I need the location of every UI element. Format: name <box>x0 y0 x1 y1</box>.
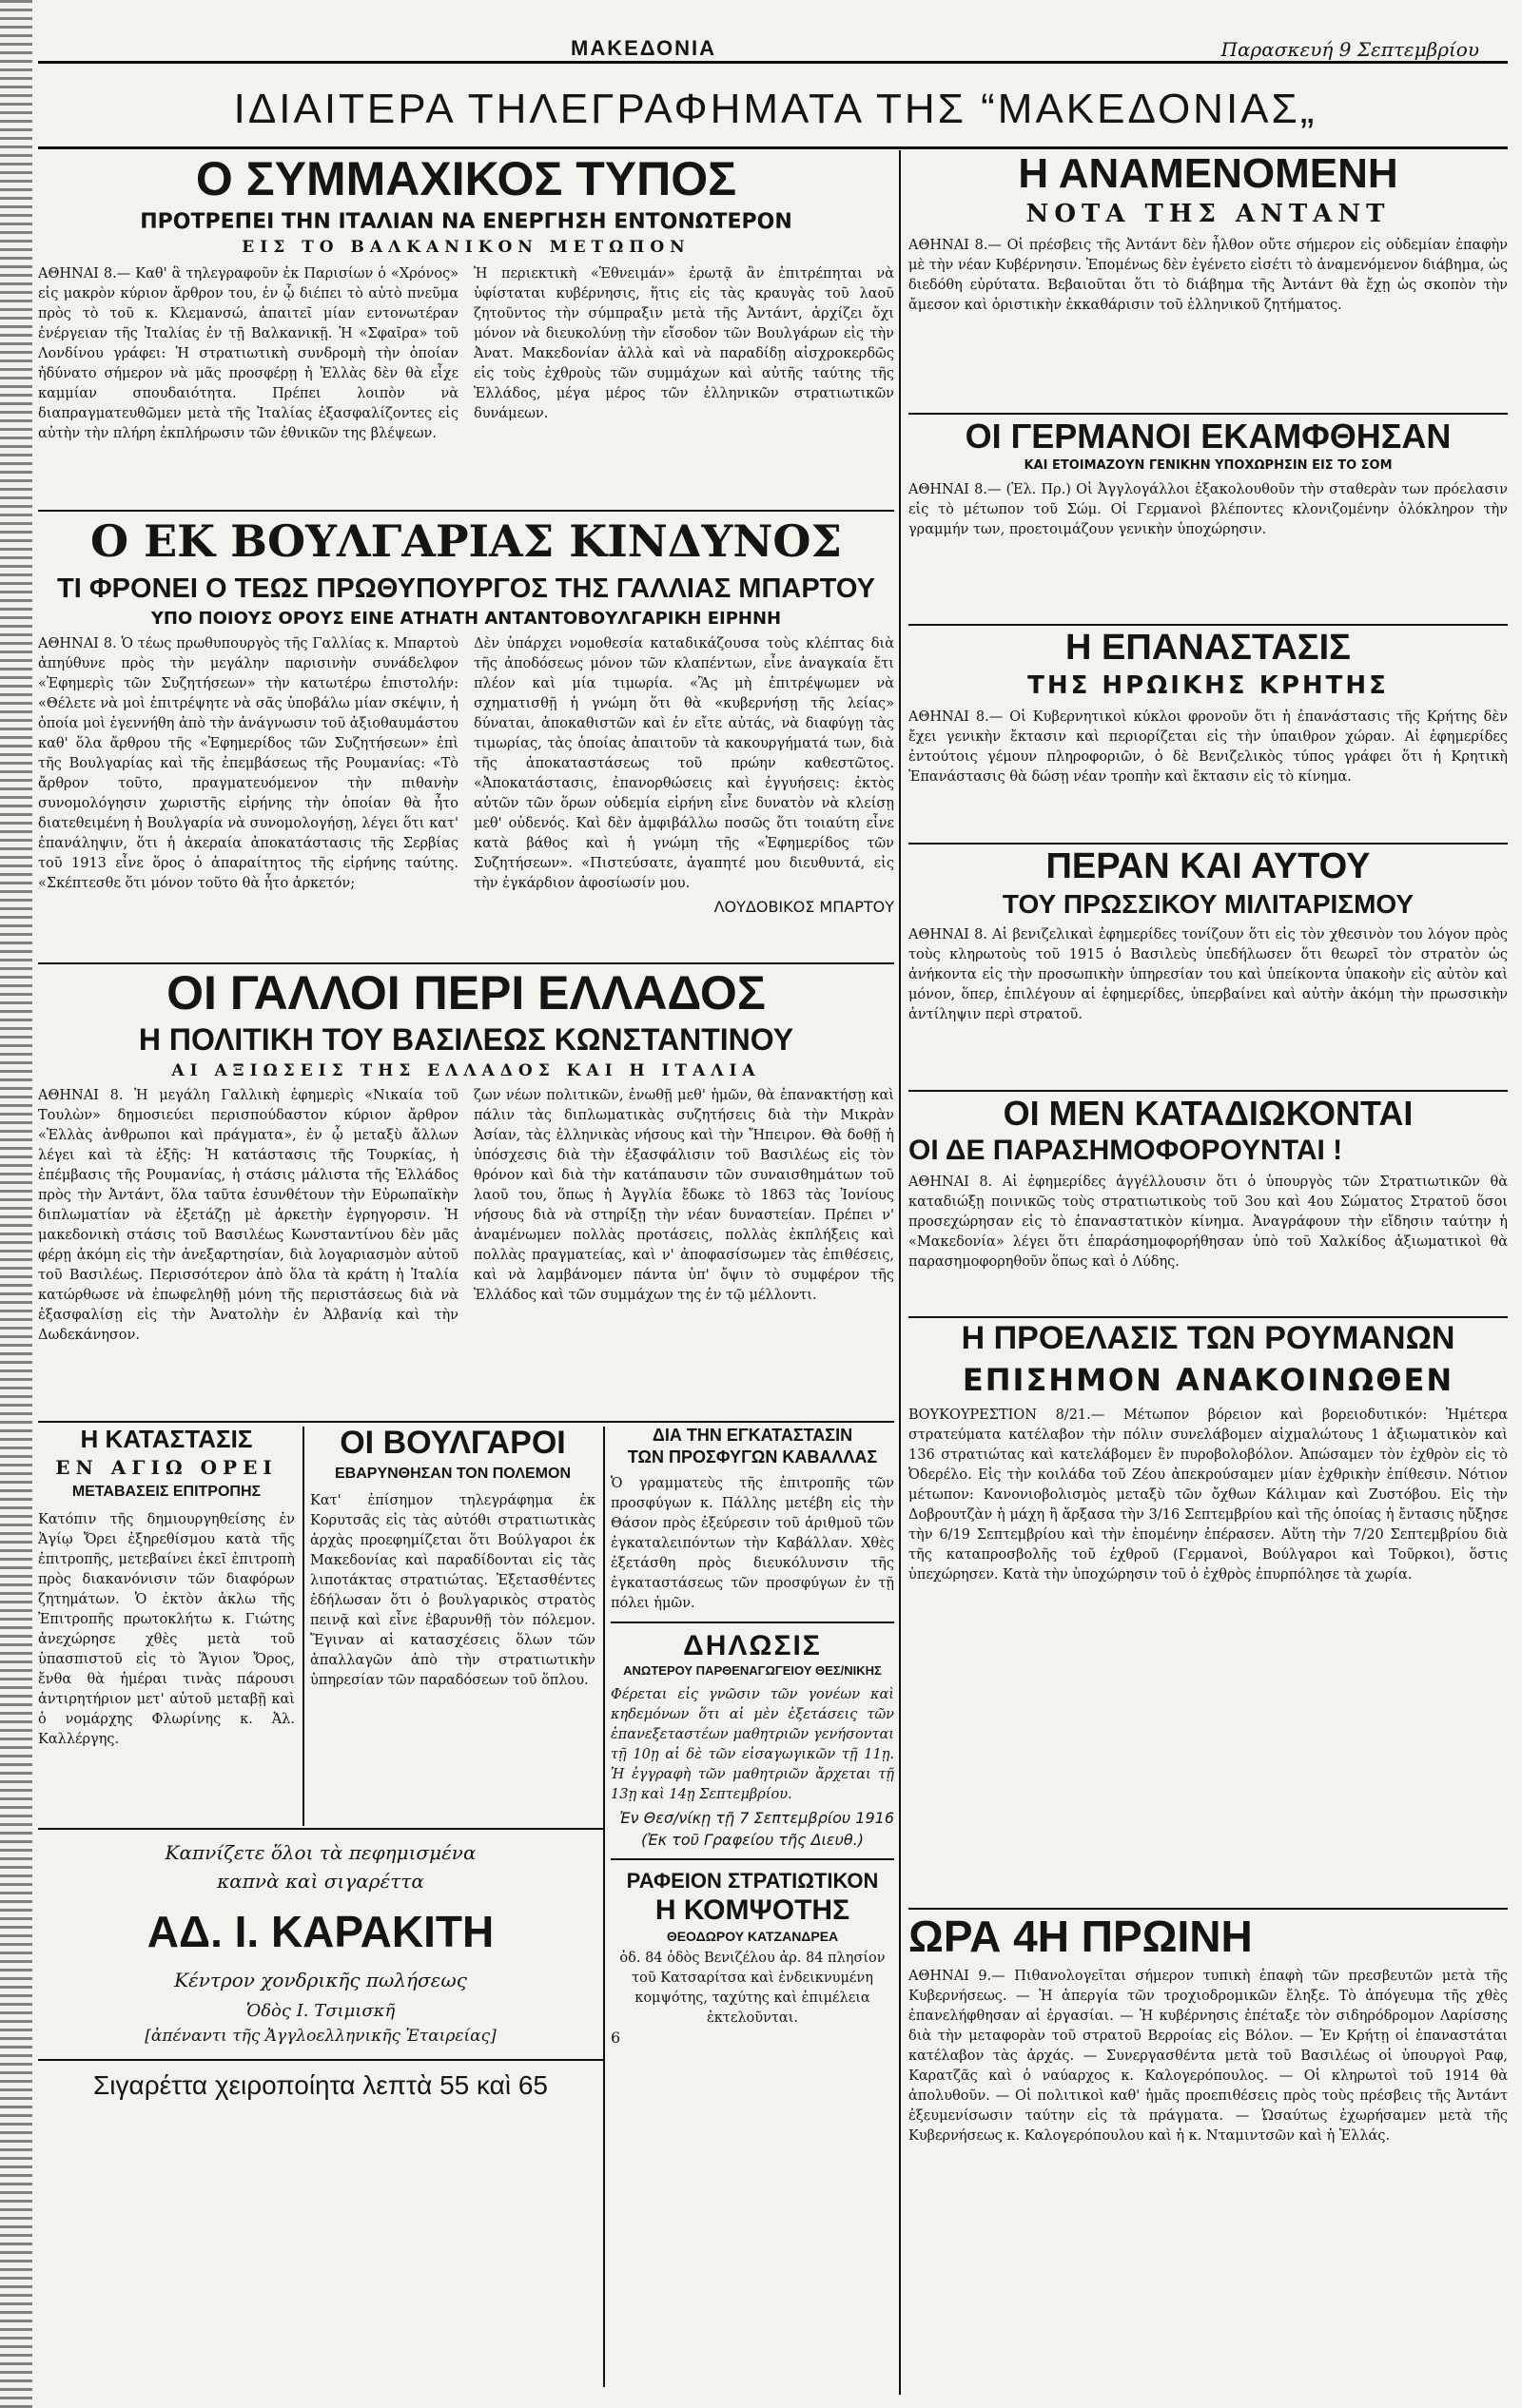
article-title: Ο ΕΚ ΒΟΥΛΓΑΡΙΑΣ ΚΙΝΔΥΝΟΣ <box>89 515 843 567</box>
article-allied-press <box>38 154 894 506</box>
article-title: Η ΑΝΑΜΕΝΟΜΕΝΗ <box>1018 152 1398 197</box>
advertisement-karakitis <box>38 1835 603 2149</box>
torn-left-edge <box>0 0 32 2408</box>
ad-line: [ἀπέναντι τῆς Ἀγγλοελληνικῆς Ἑταιρείας] <box>145 2027 497 2046</box>
notice-subtitle: ΑΝΩΤΕΡΟΥ ΠΑΡΘΕΝΑΓΩΓΕΙΟΥ ΘΕΣ/ΝΙΚΗΣ <box>623 1663 882 1679</box>
divider <box>38 1828 603 1830</box>
article-subtitle: Η ΠΟΛΙΤΙΚΗ ΤΟΥ ΒΑΣΙΛΕΩΣ ΚΩΝΣΤΑΝΤΙΝΟΥ <box>138 1021 794 1057</box>
ad-owner: ΘΕΟΔΩΡΟΥ ΚΑΤΖΑΝΔΡΕΑ <box>666 1928 839 1944</box>
article-title: ΩΡΑ 4Η ΠΡΩΙΝΗ <box>908 1913 1253 1961</box>
article-body: ΑΘΗΝΑΙ 8. Αἱ βενιζελικαὶ ἐφημερίδες τονίζουν ὅτι εἰς τὸν χθεσινὸν του λόγον πρὸς τοὺς κληρωτοὺς τοῦ 1915 ὁ Βασιλεὺς ὑπεδήλωσεν ὅτι θεωρεῖ τὸν στρατὸν ὡς ἀνήκοντα εἰς τὴν προσωπικὴν ὑπηρεσίαν του καὶ ὑπείκοντα ὑπακοὴν εἰς αὐτὸν καὶ μόνον, ὅπερ, ἐπιλέγουν αἱ ἐφημερίδες, ὑπερβαίνει καὶ αὐτὴν ἀκόμη τὴν πρωσσικὴν ἀντίληψιν περὶ στρατοῦ. <box>908 927 1508 1023</box>
signature: ΛΟΥΔΟΒΙΚΟΣ ΜΠΑΡΤΟΥ <box>713 898 894 917</box>
ad-body: ὁδ. 84 ὁδὸς Βενιζέλου ἀρ. 84 πλησίον τοῦ Κατσαρίτσα καὶ ἐνδεικνυμένη κομψότης, ταχύτης καὶ ἐπιμέλεια ἐκτελοῦνται. <box>619 1951 886 2027</box>
masthead-rule <box>38 61 1508 64</box>
article-subtitle: ΟΙ ΔΕ ΠΑΡΑΣΗΜΟΦΟΡΟΥΝΤΑΙ ! <box>908 1134 1343 1166</box>
divider <box>38 510 894 512</box>
article-subtitle: ΕΝ ΑΓΙΩ ΟΡΕΙ <box>55 1456 278 1480</box>
paper-name: ΜΑΚΕΔΟΝΙΑ <box>571 36 716 60</box>
ad-line: Καπνίζετε ὅλοι τὰ πεφημισμένα <box>165 1841 477 1864</box>
divider <box>38 1421 894 1423</box>
article-expected-note <box>908 152 1508 409</box>
article-bulgarians-tired <box>310 1427 595 1826</box>
article-title: Η ΠΡΟΕΛΑΣΙΣ ΤΩΝ ΡΟΥΜΑΝΩΝ <box>961 1322 1455 1356</box>
ad-title: ΡΑΦΕΙΟΝ ΣΤΡΑΤΙΩΤΙΚΟΝ <box>626 1868 879 1893</box>
article-body-right: Δὲν ὑπάρχει νομοθεσία καταδικάζουσα τοὺς κλέπτας διὰ τῆς ἀποδόσεως μόνον τῶν κλαπέντων, εἶνε ἀναγκαία ἔτι πλέον καὶ μία τιμωρία. «Ἂς μὴ ἐπιτρέψωμεν νὰ σχηματισθῇ ἡ γνώμη ὅτι θὰ «κυβερνήσῃ τῆς λείας» δύναται, ἀποκαθιστῶν καὶ ἐν εἴτε αὐτάς, νὰ διαφύγῃ τὰς τιμωρίας, τὰς ὁποίας ἀπαιτοῦν τὰ κακουργήματά των, διὰ τῆς ἀποκαταστάσεως τοῦ πρώην καθεστῶτος. «Ἀποκατάστασις, ἐπανορθώσεις καὶ ἐγγυήσεις: ἐκτὸς αὐτῶν τῶν ὅρων οὐδεμία εἰρήνη εἶνε δυνατὸν νὰ κλείσῃ μεθ' οὐδενός. Καὶ δὲν ἀμφιβάλλω ποσῶς ὅτι τοιαύτη εἶνε κατὰ βάθος καὶ ἡ γνώμη τῆς «Ἐφημερίδος τῶν Συζητήσεων». «Πιστεύσατε, ἀγαπητέ μου διευθυντά, εἰς τὴν ἐγκάρδιον ἀφοσίωσίν μου. <box>474 636 894 892</box>
article-subtitle: ΕΠΙΣΗΜΟΝ ΑΝΑΚΟΙΝΩΘΕΝ <box>962 1361 1454 1398</box>
article-body: ΑΘΗΝΑΙ 8.— Οἱ πρέσβεις τῆς Ἀντάντ δὲν ἦλθον οὔτε σήμερον εἰς οὐδεμίαν ἐπαφὴν μὲ τὴν νέαν Κυβέρνησιν. Ἐπομένως δὲν ἐγένετο εἰσέτι τὸ ἀναμενόμενον διάβημα, ὡς διεδόθη εὐρύτατα. Βεβαιοῦται ὅτι τὸ διάβημα τῆς Ἀντάντ θὰ ἔχῃ ὡς σκοπὸν τὴν ἄμεσον καὶ ὁριστικὴν ἐκκαθάρισιν τοῦ ἑλληνικοῦ ζητήματος. <box>908 238 1508 314</box>
article-romanian-advance <box>908 1322 1508 1902</box>
article-subtitle: ΚΑΙ ΕΤΟΙΜΑΖΟΥΝ ΓΕΝΙΚΗΝ ΥΠΟΧΩΡΗΣΙΝ ΕΙΣ ΤΟ ΣΟΜ <box>1024 457 1393 473</box>
article-body-left: ΑΘΗΝΑΙ 8.— Καθ' ἃ τηλεγραφοῦν ἐκ Παρισίων ὁ «Χρόνος» εἰς μακρὸν κύριον ἄρθρον του, ἐν ᾧ διέπει τὸ αὐτὸ πνεῦμα πρὸς τὸ τοῦ κ. Κλεμανσώ, ἀπαιτεῖ μίαν εντονωτέραν ἐνέργειαν τῆς Ἰταλίας ἐν τῇ Βαλκανικῇ. Ἡ «Σφαῖρα» τοῦ Λονδίνου γράφει: Ἡ στρατιωτικὴ συνδρομὴ τὴν ὁποίαν ἠδύνατο σήμερον νὰ μᾶς προσφέρῃ ἡ Ἑλλὰς δὲν θὰ εἶχε καμμίαν σπουδαιότητα. Πρέπει λοιπὸν νὰ διαπραγματευθῶμεν μετὰ τῆς Ἰταλίας ἐξασφαλίζοντες εἰς αὐτὴν τὴν πλήρη ἐκπλήρωσιν τῶν ἐθνικῶν της βλέψεων. <box>38 265 459 441</box>
article-germans-bent <box>908 418 1508 620</box>
banner-headline: ΙΔΙΑΙΤΕΡΑ ΤΗΛΕΓΡΑΦΗΜΑΤΑ ΤΗΣ “ΜΑΚΕΔΟΝΙΑΣ„ <box>233 86 1317 132</box>
article-crete-revolution <box>908 630 1508 839</box>
divider <box>908 843 1508 845</box>
banner-rule <box>38 146 1508 149</box>
article-title: ΟΙ ΓΑΛΛΟΙ ΠΕΡΙ ΕΛΛΑΔΟΣ <box>166 968 766 1020</box>
ad-number: 6 <box>611 2029 621 2048</box>
issue-date: Παρασκευή 9 Σεπτεμβρίου <box>1220 38 1479 61</box>
article-french-on-greece <box>38 968 894 1417</box>
article-body: ΒΟΥΚΟΥΡΕΣΤΙΟΝ 8/21.— Μέτωπον βόρειον καὶ βορειοδυτικόν: Ἡμέτερα στρατεύματα κατέλαβον τὴν πόλιν συνελάβομεν αἰχμαλώτους 1 ἀξιωματικὸν καὶ 136 στρατιώτας καὶ κατελάβομεν ἓν πυροβολοβόλον. Ἀπώσαμεν τὸν ἐχθρὸν εἰς τὸ Ὀδερέλο. Εἰς τὴν κοιλάδα τοῦ Ζέου ἀπεκρούσαμεν μίαν ἐχθρικὴν ἐπίθεσιν. Νότιον μέτωπον: Κανονιοβολισμὸς μεταξὺ τῶν ὄχθων Κάλιμαν καὶ Ζυστόβου. Εἰς τὴν Δοβρουτζὰν ἡ μάχη ἢ ἄρξασα τὴν 3/16 Σεπτεμβρίου καὶ τῆς ὁποίας ἡ ἔντασις ηὔξησε τὴν 6/19 Σεπτεμβρίου καὶ τὴν ἑπομένην ἐπέρασεν. Αὕτη τὴν 7/20 Σεπτεμβρίου διὰ τῆς καταπροσβολῆς τοῦ ἐχθροῦ (Γερμανοὶ, Βούλγαροι καὶ Τοῦρκοι), ὅστις ὑπεχώρησεν. Κατὰ τὴν ὑποχώρησιν τοῦ ὁ ἐχθρὸς ἐπυρπόλησε τὰ χωρία. <box>908 1407 1508 1583</box>
article-4am <box>908 1913 1508 2394</box>
article-subtitle-2: ΜΕΤΑΒΑΣΕΙΣ ΕΠΙΤΡΟΠΗΣ <box>71 1484 262 1501</box>
article-bulgarian-danger <box>38 515 894 962</box>
divider <box>908 1908 1508 1910</box>
ad-line: καπνὰ καὶ σιγαρέττα <box>217 1870 424 1893</box>
article-subtitle-2: ΥΠΟ ΠΟΙΟΥΣ ΟΡΟΥΣ ΕΙΝΕ ΑΤΗΑΤΗ ΑΝΤΑΝΤΟΒΟΥΛΓΑΡΙΚΗ ΕΙΡΗΝΗ <box>150 609 782 630</box>
article-title: Η ΕΠΑΝΑΣΤΑΣΙΣ <box>1065 630 1351 668</box>
article-subtitle: ΤΗΣ ΗΡΩΙΚΗΣ ΚΡΗΤΗΣ <box>1027 670 1389 700</box>
article-body: ΑΘΗΝΑΙ 8.— Οἱ Κυβερνητικοὶ κύκλοι φρονοῦν ὅτι ἡ ἐπανάστασις τῆς Κρήτης δὲν ἔχει γενικὴν ἔκτασιν καὶ περιορίζεται εἰς τὴν ὑπαιθρον χώραν. Αἱ ἐφημερίδες ἐντούτοις γέμουν πληροφοριῶν, ὁ δὲ Βενιζελικὸς τύπος γράφει ὅτι ἡ Κρητικὴ Ἐπανάστασις θὰ δώσῃ νέαν τροπὴν καὶ ἔκτασιν εἰς τὸ κίνημα. <box>908 709 1508 785</box>
ad-line: Ὁδὸς Ι. Τσιμισκῆ <box>245 2001 396 2021</box>
article-athos-situation <box>38 1427 295 1826</box>
article-body-left: ΑΘΗΝΑΙ 8. Ἡ μεγάλη Γαλλικὴ ἐφημερὶς «Νικαία τοῦ Τουλὼν» δημοσιεύει περισπούδαστον κύριον ἄρθρον «Ἑλλὰς ἀνθρωποι καὶ πράγματα», ἐν ᾧ μεταξὺ ἄλλων λέγει καὶ τὰ ἑξῆς: Ἡ κατάστασις τῆς Τουρκίας, ἡ ἐπέμβασις τῆς Ρουμανίας, ἡ στάσις μάλιστα τῆς Ἑλλάδος πρὸς τὴν Ἀντάντ, ὅλα ταῦτα ἐσυνθέτουν τὴν Εὐρωπαϊκὴν διπλωματίαν νὰ ἐξετάζῃ μὲ ἀρκετὴν ἐγρηγορσιν. Ἡ μακεδονικὴ στάσις τοῦ Βασιλέως Κωνσταντίνου δὲν μᾶς φέρῃ ἀκόμη εἰς τὴν ἀνεξαρτησίαν, διὰ λογαριασμὸν αὐτοῦ τοῦ Βασιλέως. Περισσότερον ἀπὸ ὅλα τὰ κράτη ἡ Ἰταλία κατώρθωσε νὰ ἐπωφεληθῇ μόνη τῆς περιστάσεως διὰ νὰ ἐξασφαλίσῃ εἰς τὴν Ἀνατολὴν ἐν Ἀλβανίᾳ καὶ τὴν Δωδεκάνησον. <box>38 1088 459 1344</box>
article-body: ΑΘΗΝΑΙ 9.— Πιθανολογεῖται σήμερον τυπικὴ ἐπαφὴ τῶν πρεσβευτῶν μετὰ τῆς Κυβερνήσεως. — Ἡ ἀπεργία τῶν τροχιοδρομικῶν ἔληξε. Τὸ ἀπόγευμα τῆς χθὲς ἐπανελήφθησαν αἱ ἐργασίαι. — Ἡ κυβέρνησις ἐπέταξε τὸν σιδηρόδρομον Λαρίσσης διὰ τὴν μεταφορὰν τοῦ στρατοῦ Βερροίας εἰς Βόλον. — Ἐν Κρήτῃ οἱ ἐπαναστάται κατέλαβον τὰς ἀρχάς. — Συνεργασθέντα μετὰ τοῦ Βασιλέως οἱ ὑπουργοὶ Ραφ, Καρατζᾶς καὶ ὁ ναύαρχος κ. Καλογερόπουλος. — Οἱ κληρωτοὶ τοῦ 1914 θὰ ἀπολυθοῦν. — Οἱ πολιτικοὶ καθ' ἡμᾶς προεπιθέσεις πρὸς τοὺς πρέσβεις τῆς Ἀντάντ ἐξευμενίσωσιν ταύτην εἰς τὰ πράγματα. — Ὡσαύτως ἐχωρήσαμεν μετὰ τῆς Κυβερνήσεως κ. Καλογερόπουλου καὶ ἡ κ. Νταμιντσῶν καὶ ἡ Ἑλλάς. <box>908 1969 1508 2145</box>
article-refugees-kavala <box>611 1427 894 2387</box>
article-title: Η ΚΑΤΑΣΤΑΣΙΣ <box>80 1427 253 1453</box>
notice-body: Φέρεται εἰς γνῶσιν τῶν γονέων καὶ κηδεμόνων ὅτι αἱ μὲν ἐξετάσεις τῶν ἐπανεξεταστέων μαθητριῶν γενήσονται τῇ 10ῃ αἱ δὲ τῶν εἰσαγωγικῶν τῇ 11ῃ. Ἡ ἐγγραφὴ τῶν μαθητριῶν ἄρχεται τῇ 13ῃ καὶ 14ῃ Σεπτεμβρίου. <box>611 1686 894 1802</box>
article-title: ΠΕΡΑΝ ΚΑΙ ΑΥΤΟΥ <box>1045 848 1371 886</box>
divider <box>908 1090 1508 1092</box>
article-subtitle: ΕΒΑΡΥΝΘΗΣΑΝ ΤΟΝ ΠΟΛΕΜΟΝ <box>334 1465 571 1482</box>
ad-shop-name: Η ΚΟΜΨΟΤΗΣ <box>654 1894 850 1927</box>
article-title: ΟΙ ΜΕΝ ΚΑΤΑΔΙΩΚΟΝΤΑΙ <box>1003 1096 1414 1133</box>
article-prussian-militarism <box>908 848 1508 1086</box>
notice-title: ΔΗΛΩΣΙΣ <box>683 1629 822 1661</box>
article-body: Κατ' ἐπίσημον τηλεγράφημα ἐκ Κορυτσᾶς εἰς τὰς αὐτόθι στρατιωτικὰς ἀρχὰς προεφημίζεται ὅτι Βούλγαροι ἐκ Μακεδονίας καὶ παραδίδονται εἰς τὰς λιποτάκτας στρατιώτας. Ἐξετασθέντες ἐδήλωσαν ὅτι ὁ βουλγαρικὸς στρατὸς πεινᾷ καὶ εἶνε ἐβαρυνθῇ τὸν πόλεμον. Ἔγιναν αἱ κατασχέσεις ὅλων τῶν ἀπαλλαγῶν ἀπὸ τὴν στρατιωτικὴν ὑπηρεσίαν τῶν παραδόσεων τοῦ ὅπλου. <box>310 1493 595 1689</box>
article-subtitle: ΝΟΤΑ ΤΗΣ ΑΝΤΑΝΤ <box>1025 200 1391 229</box>
article-subtitle: ΤΙ ΦΡΟΝΕΙ Ο ΤΕΩΣ ΠΡΩΘΥΠΟΥΡΓΟΣ ΤΗΣ ΓΑΛΛΙΑΣ ΜΠΑΡΤΟΥ <box>57 573 875 604</box>
divider <box>611 1858 894 1860</box>
divider <box>908 1316 1508 1318</box>
article-body: ΑΘΗΝΑΙ 8. Αἱ ἐφημερίδες ἀγγέλλουσιν ὅτι ὁ ὑπουργὸς τῶν Στρατιωτικῶν θὰ καταδιώξῃ ποινικῶς τοὺς στρατιωτικοὺς τοῦ 3ου καὶ 4ου Σώματος Στρατοῦ ὅσοι προσεχώρησαν εἰς τὸ ἐπαναστατικὸν κίνημα. Ἀναγράφουν τὴν εἴδησιν ταύτην ἡ «Μακεδονία» λέγει ὅτι ἐπαράσημοφορήθησαν ὑπὸ τοῦ Χαλκίδος ἀξιωματικοὶ θὰ παρασημοφορηθοῦν ὅπως καὶ ὁ Λύδης. <box>908 1175 1508 1271</box>
article-subtitle: ΤΩΝ ΠΡΟΣΦΥΓΩΝ ΚΑΒΑΛΛΑΣ <box>627 1447 878 1466</box>
divider <box>38 962 894 964</box>
main-column-divider <box>899 150 901 2395</box>
divider <box>38 2059 603 2061</box>
article-body: ΑΘΗΝΑΙ 8.— (Ἑλ. Πρ.) Οἱ Ἀγγλογάλλοι ἐξακολουθοῦν τὴν σταθερὰν των πρόελασιν εἰς τὸ μέτωπον τοῦ Σώμ. Οἱ Γερμανοὶ βλέποντες κλονιζομένην ὁλόκληρον τὴν γραμμήν των, προετοιμάζουν γενικὴν ὑποχώρησιν. <box>908 481 1508 537</box>
article-body: Ὁ γραμματεὺς τῆς ἐπιτροπῆς τῶν προσφύγων κ. Πάλλης μετέβη εἰς τὴν Θάσον πρὸς ἐξεύρεσιν τοῦ ἀριθμοῦ τῶν ἐγκαταλειπόντων τὴν Καβάλλαν. Χθὲς ἐξετάσθη πρὸς διευκόλυνσιν τῆς ἐγκαταστάσεως τῶν προσφύγων ἐν τῇ πόλει ἡμῶν. <box>611 1475 894 1611</box>
ad-brand-name: ΑΔ. Ι. ΚΑΡΑΚΙΤΗ <box>146 1907 495 1956</box>
article-title: ΔΙΑ ΤΗΝ ΕΓΚΑΤΑΣΤΑΣΙΝ <box>652 1427 853 1445</box>
article-title: ΟΙ ΓΕΡΜΑΝΟΙ ΕΚΑΜΦΘΗΣΑΝ <box>965 418 1452 456</box>
notice-date: Ἐν Θεσ/νίκῃ τῇ 7 Σεπτεμβρίου 1916 <box>619 1808 894 1827</box>
article-subtitle: ΠΡΟΤΡΕΠΕΙ ΤΗΝ ΙΤΑΛΙΑΝ ΝΑ ΕΝΕΡΓΗΣΗ ΕΝΤΟΝΩΤΕΡΟΝ <box>140 209 792 234</box>
article-title: Ο ΣΥΜΜΑΧΙΚΟΣ ΤΥΠΟΣ <box>195 154 737 205</box>
article-title: ΟΙ ΒΟΥΛΓΑΡΟΙ <box>340 1427 566 1461</box>
divider <box>908 413 1508 415</box>
ad-line: Κέντρον χονδρικῆς πωλήσεως <box>174 1969 467 1991</box>
ad-price-line: Σιγαρέττα χειροποίητα λεπτὰ 55 καὶ 65 <box>93 2070 548 2100</box>
notice-from: (Ἐκ τοῦ Γραφείου τῆς Διευθ.) <box>641 1830 864 1849</box>
masthead <box>38 36 1508 61</box>
divider <box>302 1427 304 1826</box>
article-body-left: ΑΘΗΝΑΙ 8. Ὁ τέως πρωθυπουργὸς τῆς Γαλλίας κ. Μπαρτοὺ ἀπηύθυνε πρὸς τὴν μεγάλην παρισινὴν συνάδελφον «Ἐφημερὶς τῶν Συζητήσεων» τὴν κατωτέρω ἐπιστολήν: «Θέλετε νὰ μοὶ ἐπιτρέψητε νὰ σᾶς ὑποβάλω μίαν σκέψιν, ἡ ὁποία μοὶ ἐγεννήθη ἀπὸ τὴν ἀνάγνωσιν τοῦ ἀξιοθαυμάστου καθ' ὅλα ἄρθρου τῆς «Ἐφημερίδος τῶν Συζητήσεων» ἐπὶ τῆς Βουλγαρίας καὶ τῆς ἐπεμβάσεως τῆς Ρουμανίας: «Τὸ ἄρθρον τοῦτο, πραγματευόμενον τὴν πιθανὴν συνομολόγησιν χωριστῆς εἰρήνης τὴν ὁποίαν θὰ ἦτο διατεθειμένη ἡ Βουλγαρία νὰ συνομολογήσῃ, λέγει ὅτι κατ' ἐπανάληψιν, ὅτι ἡ ἀκεραία ἀποκατάστασις τῆς Σερβίας τοῦ 1913 εἶνε ὅρος ὁ ἀπαραίτητος τῆς εἰρήνης ταύτης. «Σκέπτεσθε ὅτι μόνον τοῦτο θὰ ἦτο ἀρκετόν; <box>38 636 459 892</box>
article-persecuted-decorated <box>908 1096 1508 1312</box>
article-body-right: Ἡ περιεκτικὴ «Ἑθνειμάν» ἐρωτᾷ ἂν ἐπιτρέπηται νὰ ὑφίσταται κυβέρνησις, ἥτις εἰς τὰς κραυγὰς τοῦ λαοῦ ζητοῦντος τὴν σύμπραξιν μετὰ τῆς Ἀντάντ, ἀρχίζει ὄχι μόνον νὰ διευκολύνῃ τὴν εἴσοδον τῶν Βουλγάρων εἰς τὴν Ἀνατ. Μακεδονίαν ἀλλὰ καὶ νὰ παραδίδῃ αἰσχροκερδῶς εἰς τοὺς ἐχθροὺς τῶν συμμάχων καὶ αὐτῆς ταύτης τῆς Ἑλλάδος, μέγα μέρος τῶν ἑλληνικῶν στρατιωτικῶν δυνάμεων. <box>474 265 894 421</box>
article-subtitle: ΤΟΥ ΠΡΩΣΣΙΚΟΥ ΜΙΛΙΤΑΡΙΣΜΟΥ <box>1002 888 1415 919</box>
article-body: Κατόπιν τῆς δημιουργηθείσης ἐν Ἁγίῳ Ὄρει ἐξηρεθίσμου κατὰ τῆς ἐπιτροπῆς, μετεβαίνει ἐκεῖ ἐπιτροπὴ πρὸς διακανόνισιν τῶν διαφόρων ζητημάτων. Ὁ ἐκτὸν ἀκλω τῆς Ἐπιτροπῆς πρωτοκλήτω κ. Γιώτης ἀνεχώρησε χθὲς μετὰ τοῦ ὑπασπιστοῦ εἰς τὸ Ἅγιον Ὄρος, ἔνθα θὰ ἠμέραι τινὰς πάρουσι ἀντιρητήριον μετ' αὐτοῦ μεταβῇ καὶ ὁ νομάρχης Φλωρίνης κ. Ἀλ. Καλλέργης. <box>38 1512 295 1748</box>
divider <box>611 1622 894 1623</box>
divider <box>603 1427 605 2387</box>
article-subtitle-2: ΑΙ ΑΞΙΩΣΕΙΣ ΤΗΣ ΕΛΛΑΔΟΣ ΚΑΙ Η ΙΤΑΛΙΑ <box>171 1061 761 1081</box>
article-subtitle-2: ΕΙΣ ΤΟ ΒΑΛΚΑΝΙΚΟΝ ΜΕΤΩΠΟΝ <box>242 237 691 257</box>
divider <box>908 624 1508 626</box>
article-body-right: ζων νέων πολιτικῶν, ἐνωθῇ μεθ' ἡμῶν, θὰ ἐπανακτήσῃ καὶ πάλιν τὰς διπλωματικὰς συζητήσεις διὰ τὴν Μικρὰν Ἀσίαν, τὰς ἑλληνικὰς νήσους καὶ τὴν Ἤπειρον. Θὰ δοθῇ ἡ ὑπόσχεσις διὰ τὴν ἐξασφάλισιν τοῦ Βασιλέως εἰς τὸν θρόνον καὶ διὰ τὴν κατάπαυσιν τῶν συναισθημάτων τοῦ λαοῦ του, ὅπως ἡ Ἀγγλία ἔδωκε τὸ 1863 τὰς Ἰονίους νήσους διὰ νὰ στηρίξῃ τὴν νέαν δυναστείαν. Πρέπει ν' ἀναμένωμεν πολλὰς προτάσεις, πολλὰς ἐκπλήξεις καὶ πολλὰς πραγματείας, καὶ ν' ἀποφασίσωμεν τὰς ἐπιθέσεις, καὶ νὰ λαμβάνομεν πάντα ὑπ' ὄψιν τὸ συμφέρον τῆς Ἑλλάδος καὶ τῶν συμμάχων της ἐν τῷ μέλλοντι. <box>474 1088 894 1304</box>
